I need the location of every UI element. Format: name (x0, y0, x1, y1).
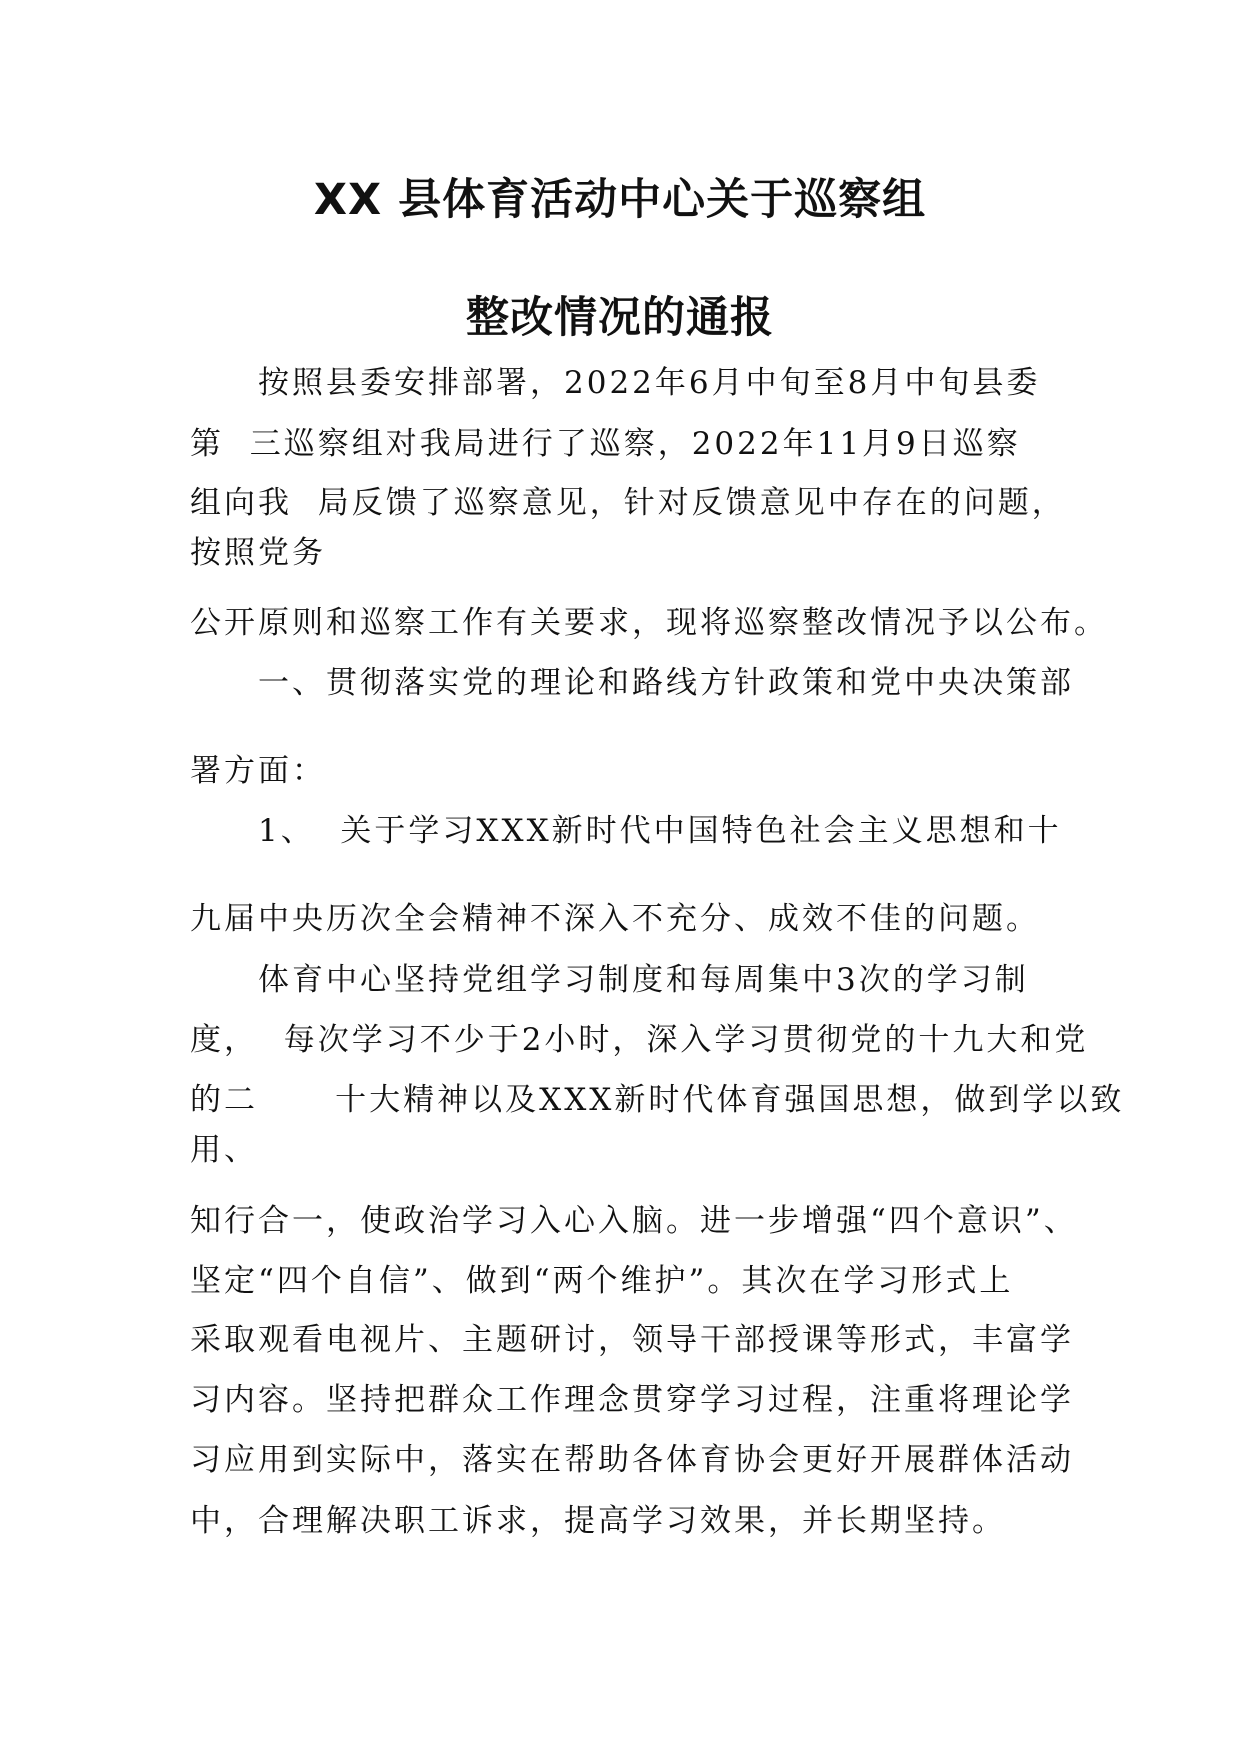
section-heading-1-cont: 署方面： (190, 753, 326, 789)
body-line-13: 用、 (190, 1132, 258, 1168)
item-heading-1-cont: 九届中央历次全会精神不深入不充分、成效不佳的问题。 (190, 901, 1040, 937)
body-line-16: 采取观看电视片、主题研讨，领导干部授课等形式，丰富学 (190, 1322, 1074, 1358)
body-line-14: 知行合一，使政治学习入心入脑。进一步增强“四个意识”、 (190, 1203, 1078, 1239)
body-line-4: 按照党务 (190, 535, 326, 571)
body-line-11: 度， 每次学习不少于2小时，深入学习贯彻党的十九大和党 (190, 1022, 1089, 1058)
body-line-1: 按照县委安排部署，2022年6月中旬至8月中旬县委 (258, 365, 1041, 401)
body-line-5: 公开原则和巡察工作有关要求，现将巡察整改情况予以公布。 (190, 605, 1108, 641)
body-line-17: 习内容。坚持把群众工作理念贯穿学习过程，注重将理论学 (190, 1382, 1074, 1418)
body-line-12: 的二 十大精神以及XXX新时代体育强国思想，做到学以致 (190, 1082, 1125, 1118)
body-line-3: 组向我 局反馈了巡察意见，针对反馈意见中存在的问题， (190, 485, 1066, 521)
body-line-2: 第 三巡察组对我局进行了巡察，2022年11月9日巡察 (190, 426, 1021, 462)
document-title-line-1: XX 县体育活动中心关于巡察组 (313, 175, 927, 225)
body-line-15: 坚定“四个自信”、做到“两个维护”。其次在学习形式上 (190, 1263, 1014, 1299)
body-line-19: 中，合理解决职工诉求，提高学习效果，并长期坚持。 (190, 1503, 1006, 1539)
document-title-line-2: 整改情况的通报 (466, 293, 774, 343)
section-heading-1: 一、贯彻落实党的理论和路线方针政策和党中央决策部 (258, 665, 1074, 701)
body-line-18: 习应用到实际中，落实在帮助各体育协会更好开展群体活动 (190, 1442, 1074, 1478)
body-line-10: 体育中心坚持党组学习制度和每周集中3次的学习制 (258, 962, 1029, 998)
item-heading-1: 1、 关于学习XXX新时代中国特色社会主义思想和十 (258, 813, 1062, 849)
